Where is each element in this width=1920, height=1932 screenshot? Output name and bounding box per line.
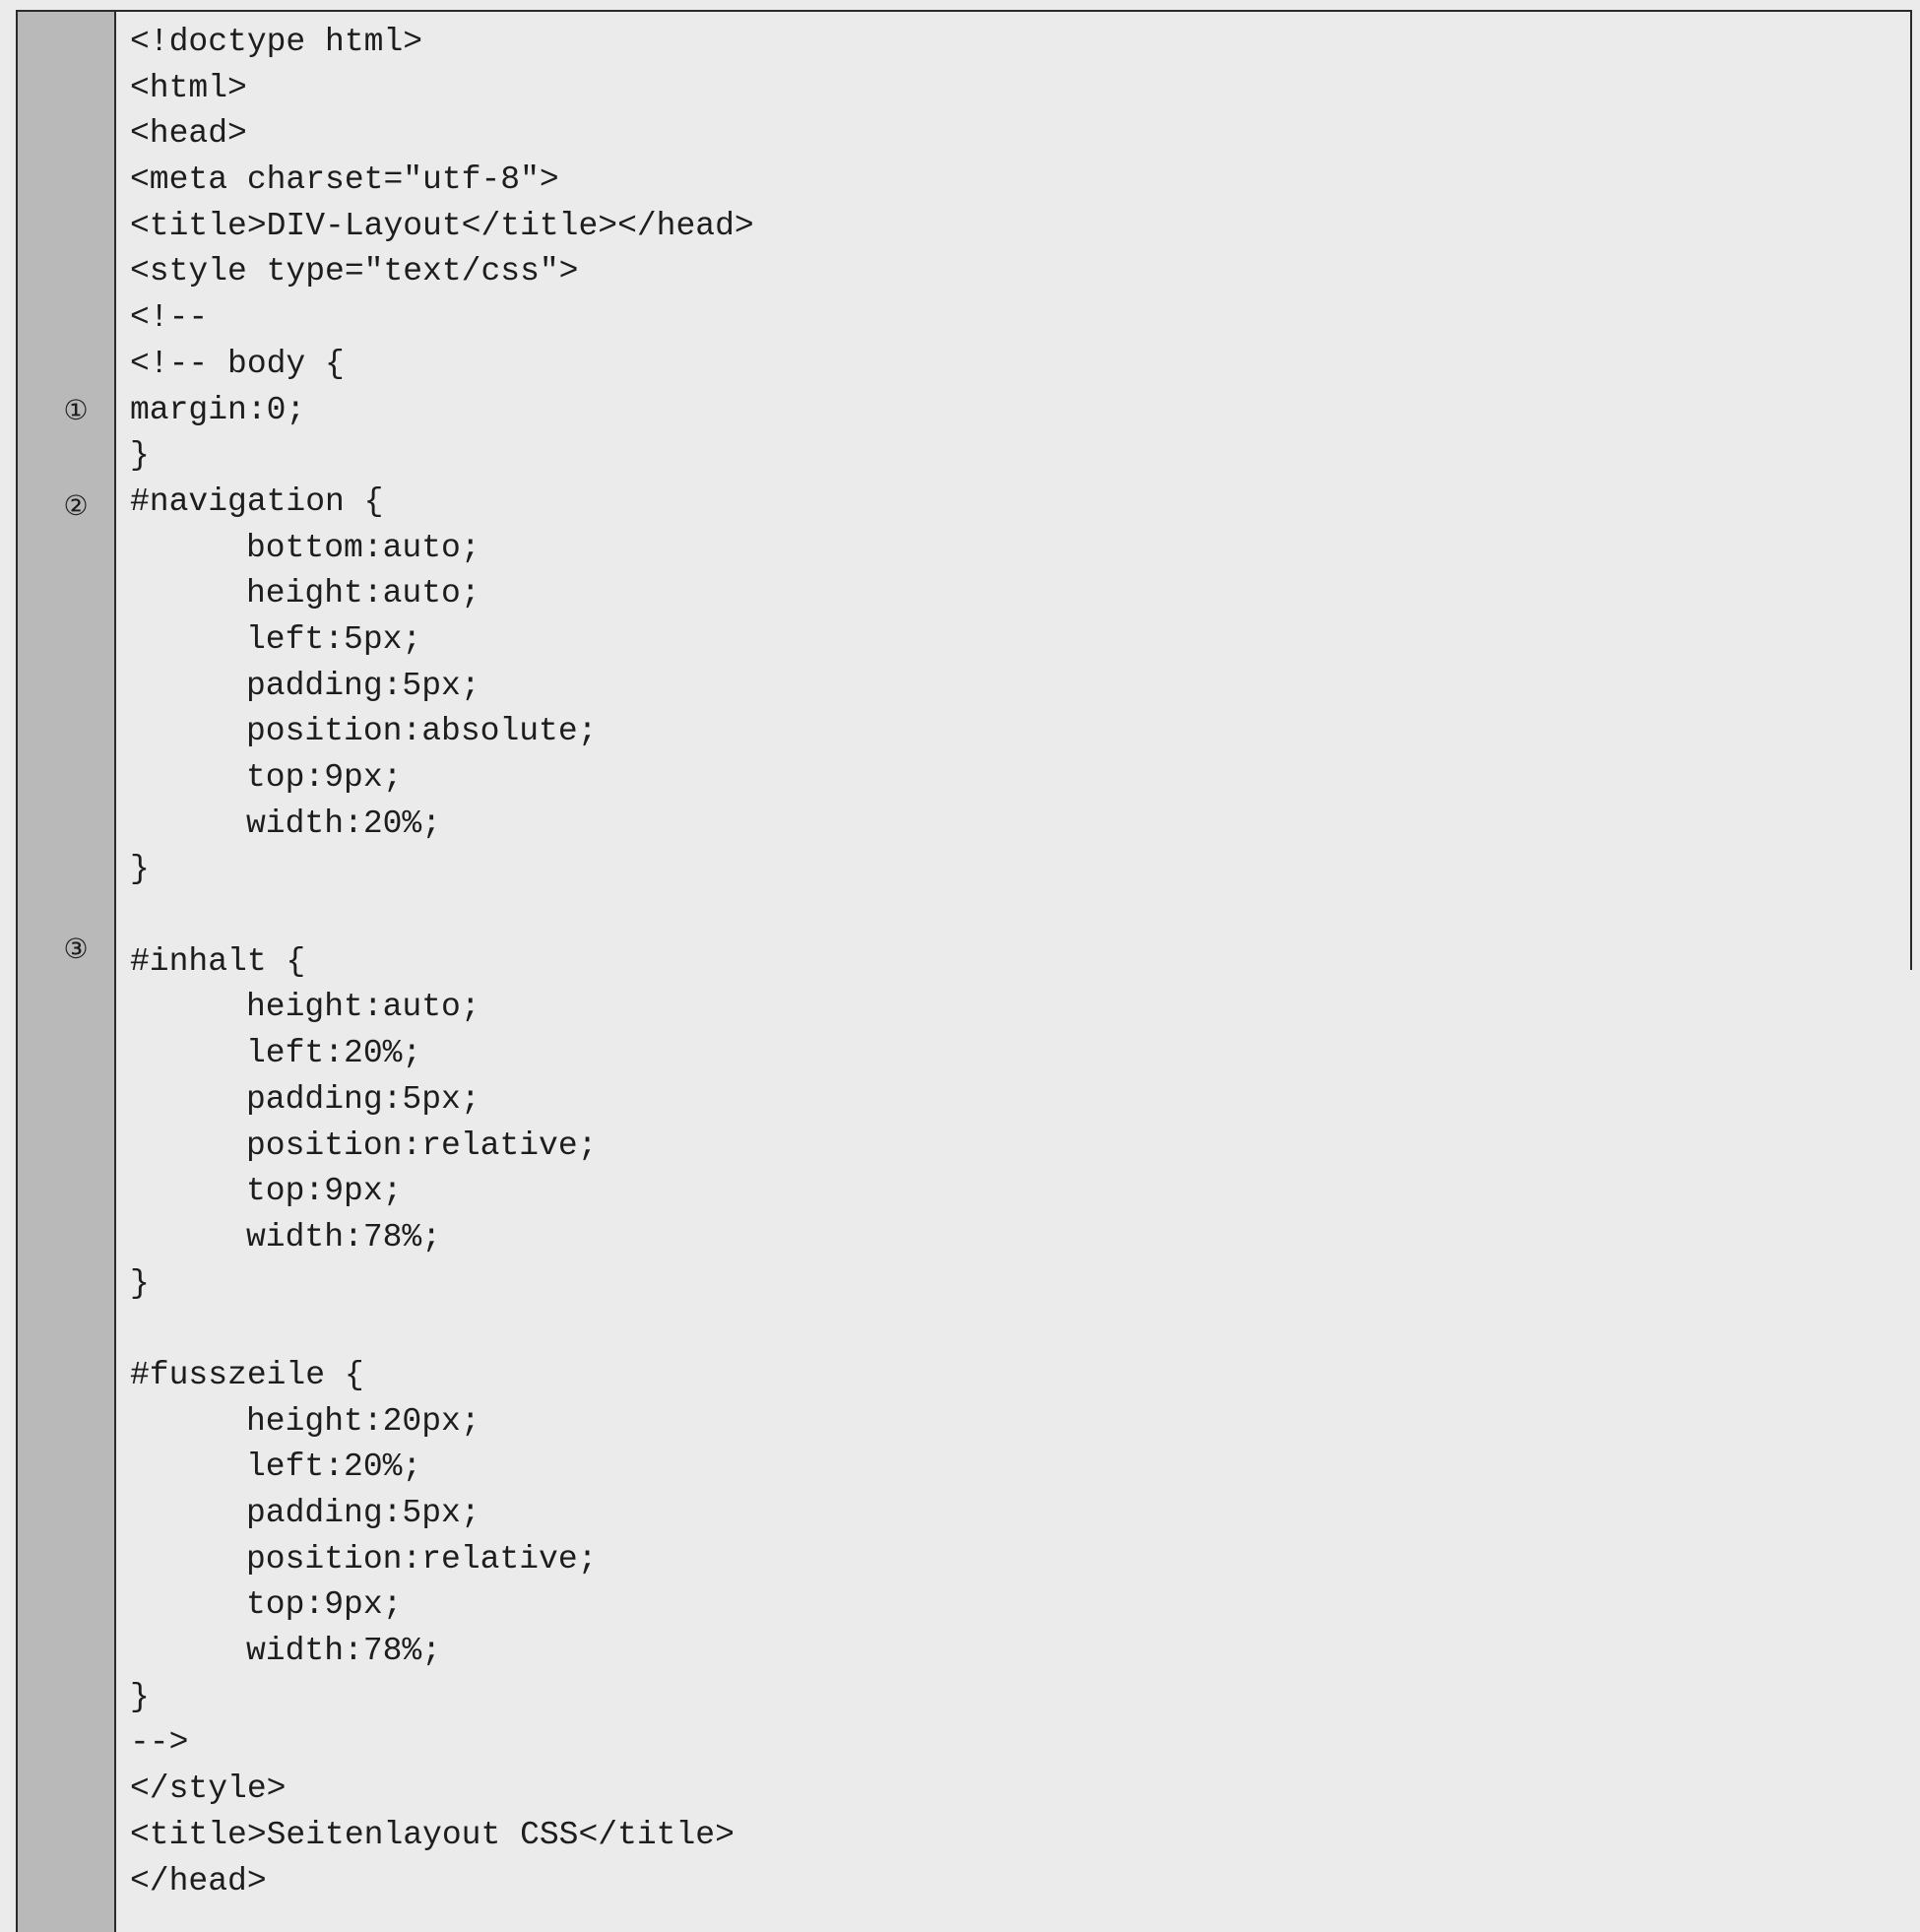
code-line: width:78%; — [246, 1218, 442, 1256]
code-line: left:20%; — [246, 1035, 422, 1072]
code-line: height:auto; — [246, 989, 480, 1026]
code-line: left:5px; — [246, 620, 422, 658]
code-line: </head> — [130, 1862, 267, 1900]
code-line: #navigation { — [130, 483, 384, 520]
code-line: padding:5px; — [246, 1495, 480, 1531]
code-line: <html> — [130, 69, 247, 106]
code-line: } — [130, 1678, 150, 1715]
code-line: --> — [130, 1724, 189, 1762]
code-line: <title>DIV-Layout</title></head> — [130, 207, 754, 244]
code-line: } — [130, 851, 150, 888]
marker-3: ③ — [63, 933, 89, 965]
code-block — [130, 20, 1892, 1904]
code-line: <!-- body { — [130, 345, 345, 382]
code-line: position:relative; — [246, 1127, 598, 1164]
code-line: #inhalt { — [130, 942, 306, 980]
code-line-blank — [130, 1307, 1892, 1353]
code-line: <head> — [130, 115, 247, 153]
code-line: } — [130, 437, 150, 475]
code-line: top:9px; — [246, 759, 403, 796]
code-line: <!-- — [130, 299, 209, 337]
code-line: width:20%; — [246, 805, 442, 842]
code-line: top:9px; — [246, 1173, 403, 1210]
marker-1: ① — [63, 394, 89, 426]
code-line: <style type="text/css"> — [130, 253, 579, 290]
code-line: #fusszeile { — [130, 1356, 364, 1393]
code-line: </style> — [130, 1771, 287, 1808]
code-line-blank — [130, 893, 1892, 939]
code-line: margin:0; — [130, 391, 306, 428]
code-line: top:9px; — [246, 1586, 403, 1624]
code-line: width:78%; — [246, 1633, 442, 1670]
code-line: position:relative; — [246, 1540, 598, 1578]
frame-top-border — [16, 10, 1912, 12]
code-line: position:absolute; — [246, 713, 598, 750]
code-line: <meta charset="utf-8"> — [130, 161, 559, 199]
code-line: left:20%; — [246, 1449, 422, 1486]
code-line: padding:5px; — [246, 667, 480, 704]
code-line: height:20px; — [246, 1402, 480, 1440]
code-line: <title>Seitenlayout CSS</title> — [130, 1816, 735, 1853]
code-line: bottom:auto; — [246, 529, 480, 566]
line-marker-gutter — [18, 12, 116, 1932]
code-line: } — [130, 1264, 150, 1302]
code-line: <!doctype html> — [130, 24, 423, 60]
frame-right-border — [1910, 10, 1912, 970]
code-line: height:auto; — [246, 575, 480, 612]
marker-2: ② — [63, 489, 89, 522]
code-line: padding:5px; — [246, 1080, 480, 1118]
